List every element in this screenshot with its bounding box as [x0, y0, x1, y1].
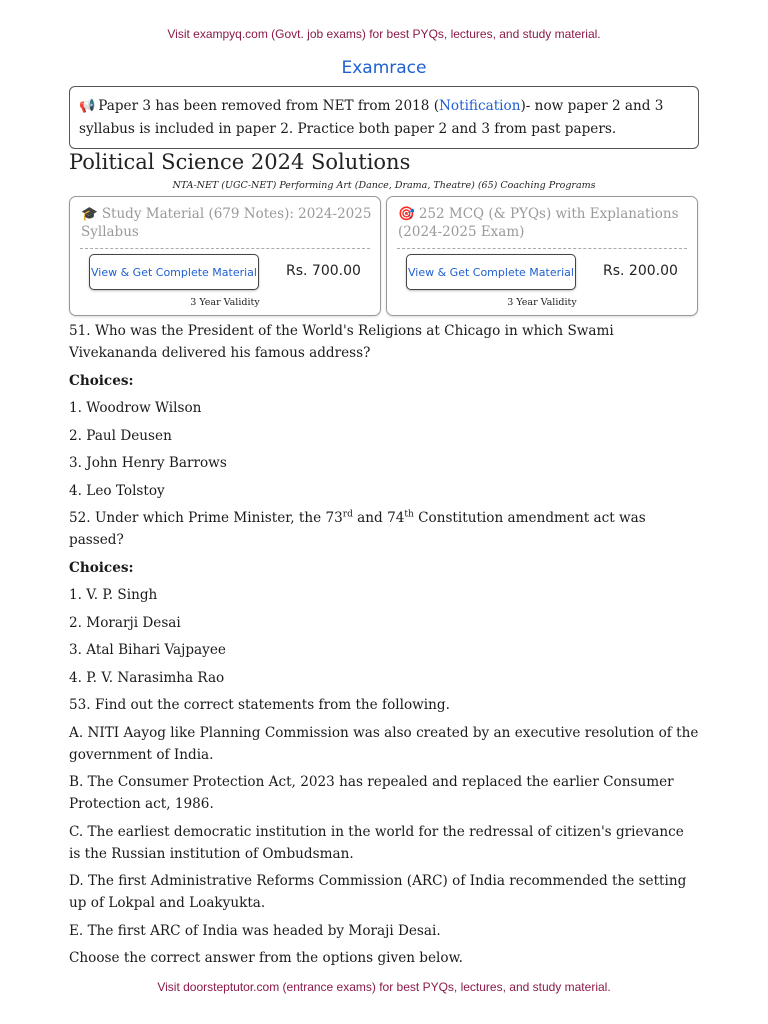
card-divider	[80, 248, 370, 249]
statement-item: D. The first Administrative Reforms Commission (ARC) of India recommended the setting up of Lokpal and Loakyukta.	[69, 873, 687, 911]
question-52: 52. Under which Prime Minister, the 73rd and 74th Constitution amendment act was passed?	[69, 509, 646, 548]
question-53: 53. Find out the correct statements from the following.	[69, 697, 450, 713]
choices-label: Choices:	[69, 559, 134, 576]
target-icon: 🎯	[398, 206, 415, 222]
choice-item: 3. Atal Bihari Vajpayee	[69, 642, 226, 658]
notice-box	[69, 86, 699, 149]
notice-text-after: )- now paper 2 and 3 syllabus is included in paper 2. Practice both paper 2 and 3 from past papers.	[79, 98, 664, 137]
statement-item: B. The Consumer Protection Act, 2023 has repealed and replaced the earlier Consumer Protection act, 1986.	[69, 774, 674, 812]
question-content	[69, 320, 699, 975]
view-mcq-button[interactable]: View & Get Complete Material	[406, 254, 576, 290]
statement-item: A. NITI Aayog like Planning Commission was also created by an executive resolution of the government of India.	[69, 724, 699, 763]
choice-item: 4. P. V. Narasimha Rao	[69, 669, 225, 686]
choice-item: 4. Leo Tolstoy	[69, 482, 165, 499]
mcq-card	[386, 196, 698, 316]
notification-link[interactable]: Notification	[439, 98, 521, 114]
question-51: 51. Who was the President of the World's Religions at Chicago in which Swami Vivekananda delivered his famous address?	[69, 323, 614, 361]
card-price: Rs. 200.00	[603, 263, 678, 279]
answer-instruction: Choose the correct answer from the options given below.	[69, 950, 463, 966]
card-title: Study Material (679 Notes): 2024-2025 Syllabus	[81, 206, 372, 240]
card-price: Rs. 700.00	[286, 263, 361, 279]
card-validity: 3 Year Validity	[507, 297, 577, 308]
megaphone-icon: 📢	[79, 99, 96, 114]
brand-name[interactable]: Examrace	[341, 58, 427, 78]
choices-label: Choices:	[69, 372, 134, 389]
page-title: Political Science 2024 Solutions	[69, 150, 411, 174]
statement-item: C. The earliest democratic institution in the world for the redressal of citizen's grievance is the Russian institution of Ombudsman.	[69, 823, 684, 862]
card-title: 252 MCQ (& PYQs) with Explanations (2024-2025 Exam)	[398, 206, 679, 240]
page-subtitle: NTA-NET (UGC-NET) Performing Art (Dance, Drama, Theatre) (65) Coaching Programs	[172, 180, 596, 191]
choice-item: 1. V. P. Singh	[69, 587, 158, 603]
choice-item: 3. John Henry Barrows	[69, 455, 227, 471]
study-material-card	[69, 196, 381, 316]
choice-item: 2. Paul Deusen	[69, 427, 172, 444]
choice-item: 1. Woodrow Wilson	[69, 400, 202, 416]
card-divider	[397, 248, 687, 249]
graduation-cap-icon: 🎓	[81, 206, 98, 222]
choice-item: 2. Morarji Desai	[69, 614, 181, 631]
bottom-promo-banner[interactable]: Visit doorsteptutor.com (entrance exams) for best PYQs, lectures, and study material.	[157, 980, 611, 994]
statement-item: E. The first ARC of India was headed by Moraji Desai.	[69, 922, 441, 939]
top-promo-banner[interactable]: Visit exampyq.com (Govt. job exams) for best PYQs, lectures, and study material.	[167, 27, 601, 41]
card-validity: 3 Year Validity	[190, 297, 260, 308]
view-material-button[interactable]: View & Get Complete Material	[89, 254, 259, 290]
notice-text-before: Paper 3 has been removed from NET from 2018 (	[98, 98, 440, 114]
